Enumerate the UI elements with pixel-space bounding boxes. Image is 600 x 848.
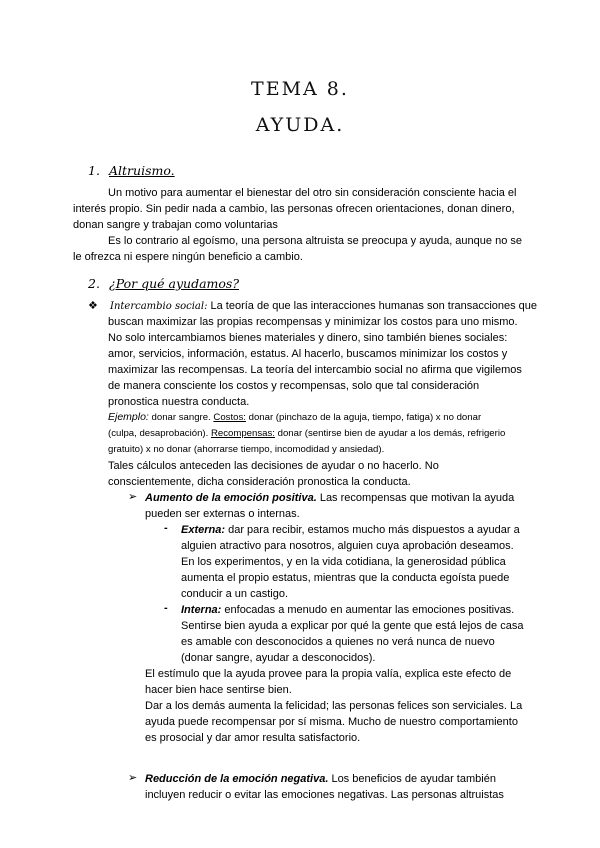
reduccion-line2: incluyen reducir o evitar las emociones negativas. Las personas altruistas xyxy=(145,789,504,801)
intercambio-line: No solo intercambiamos bienes materiales y dinero, sino también bienes sociales: xyxy=(108,332,508,344)
reduccion-line1 xyxy=(145,771,496,787)
intercambio-line: de manera consciente los costos y recompensas, solo que tal consideración xyxy=(108,380,480,392)
section1-heading xyxy=(109,163,175,178)
section2-heading-text: ¿Por qué ayudamos? xyxy=(109,276,240,291)
estimulo-line: Dar a los demás aumenta la felicidad; las personas felices son serviciales. La xyxy=(145,700,523,712)
costos-label: Costos: xyxy=(213,412,246,423)
estimulo-line: es prosocial y dar amor resulta satisfactorio. xyxy=(145,732,361,744)
externa-line1 xyxy=(181,522,520,538)
section1-line: le ofrezca ni espere ningún beneficio a cambio. xyxy=(73,251,303,263)
intercambio-first-line xyxy=(110,298,537,315)
section1-line: interés propio. Sin pedir nada a cambio, las personas ofrecen orientaciones, donan dinero, xyxy=(73,203,515,215)
interna-line1 xyxy=(181,602,514,618)
recompensas-label: Recompensas: xyxy=(210,428,275,439)
intercambio-line: buscan maximizar las propias recompensas y minimizar los costos para uno mismo. xyxy=(108,316,518,328)
interna-line: (donar sangre, ayudar a desconocidos). xyxy=(181,652,376,664)
interna-line: Sentirse bien ayuda a explicar por qué la gente que está lejos de casa xyxy=(181,620,524,632)
ejemplo-label: Ejemplo: xyxy=(108,411,149,423)
aumento-line2: pueden ser externas o internas. xyxy=(145,508,300,520)
aumento-line1 xyxy=(145,490,514,506)
intercambio-line: amor, servicios, información, estatus. Al hacerlo, buscamos minimizar los costos y xyxy=(108,348,508,360)
interna-label: Interna: xyxy=(181,604,222,616)
tales-line: Tales cálculos anteceden las decisiones de ayudar o no hacerlo. No xyxy=(108,460,439,472)
externa-line: En los experimentos, y en la vida cotidiana, la generosidad pública xyxy=(181,556,506,568)
section1-line: donan sangre y trabajan como voluntarias xyxy=(73,219,278,231)
ejemplo-line2 xyxy=(108,426,505,442)
aumento-text: Las recompensas que motivan la ayuda xyxy=(316,492,515,504)
section1-heading-text: Altruismo. xyxy=(109,163,175,178)
section2-number: 2. xyxy=(88,276,100,291)
intercambio-first-text: La teoría de que las interacciones humanas son transacciones que xyxy=(207,300,538,312)
page-title-line1: TEMA 8. xyxy=(251,78,349,100)
arrow-bullet-icon: ➢ xyxy=(128,772,138,784)
reduccion-text: Los beneficios de ayudar también xyxy=(328,773,496,785)
diamond-bullet-icon: ❖ xyxy=(88,300,98,312)
externa-text: dar para recibir, estamos mucho más dispuestos a ayudar a xyxy=(225,524,520,536)
section1-line: Es lo contrario al egoísmo, una persona altruista se preocupa y ayuda, aunque no se xyxy=(108,235,522,247)
arrow-bullet-icon: ➢ xyxy=(128,491,138,503)
estimulo-line: ayuda puede recompensar por sí misma. Mucho de nuestro comportamiento xyxy=(145,716,518,728)
intercambio-line: pronostica nuestra conducta. xyxy=(108,396,250,408)
ejemplo-text: donar sangre. xyxy=(148,412,214,423)
dash-bullet-icon: - xyxy=(164,602,168,614)
estimulo-line: hacer bien hace sentirse bien. xyxy=(145,684,292,696)
ejemplo-text: donar (sentirse bien de ayudar a los demás, refrigerio xyxy=(274,428,506,439)
ejemplo-line1 xyxy=(108,410,481,426)
interna-line: es amable con desconocidos a quienes no verá nunca de nuevo xyxy=(181,636,495,648)
ejemplo-text: (culpa, desaprobación). xyxy=(108,428,211,439)
externa-line: aumenta el propio estatus, mientras que la conducta egoísta puede xyxy=(181,572,510,584)
page-title-line2: AYUDA. xyxy=(255,114,345,136)
estimulo-line: El estímulo que la ayuda provee para la propia valía, explica este efecto de xyxy=(145,668,512,680)
externa-label: Externa: xyxy=(181,524,226,536)
interna-text: enfocadas a menudo en aumentar las emociones positivas. xyxy=(221,604,515,616)
externa-line: alguien atractivo para nosotros, alguien cuya aprobación deseamos. xyxy=(181,540,514,552)
dash-bullet-icon: - xyxy=(164,522,168,534)
tales-line: conscientemente, dicha consideración pronostica la conducta. xyxy=(108,476,411,488)
reduccion-label: Reducción de la emoción negativa. xyxy=(145,773,329,785)
ejemplo-line3: gratuito) x no donar (ahorrarse tiempo, incomodidad y ansiedad). xyxy=(108,444,385,455)
section1-line: Un motivo para aumentar el bienestar del otro sin consideración consciente hacia el xyxy=(108,187,517,199)
intercambio-label: Intercambio social: xyxy=(110,301,208,312)
aumento-label: Aumento de la emoción positiva. xyxy=(145,492,317,504)
ejemplo-text: donar (pinchazo de la aguja, tiempo, fatiga) x no donar xyxy=(245,412,482,423)
section1-number: 1. xyxy=(88,163,100,178)
intercambio-line: maximizar las recompensas. La teoría del intercambio social no afirma que vigilemos xyxy=(108,364,522,376)
externa-line: conducir a un castigo. xyxy=(181,588,289,600)
section2-heading xyxy=(109,276,239,291)
